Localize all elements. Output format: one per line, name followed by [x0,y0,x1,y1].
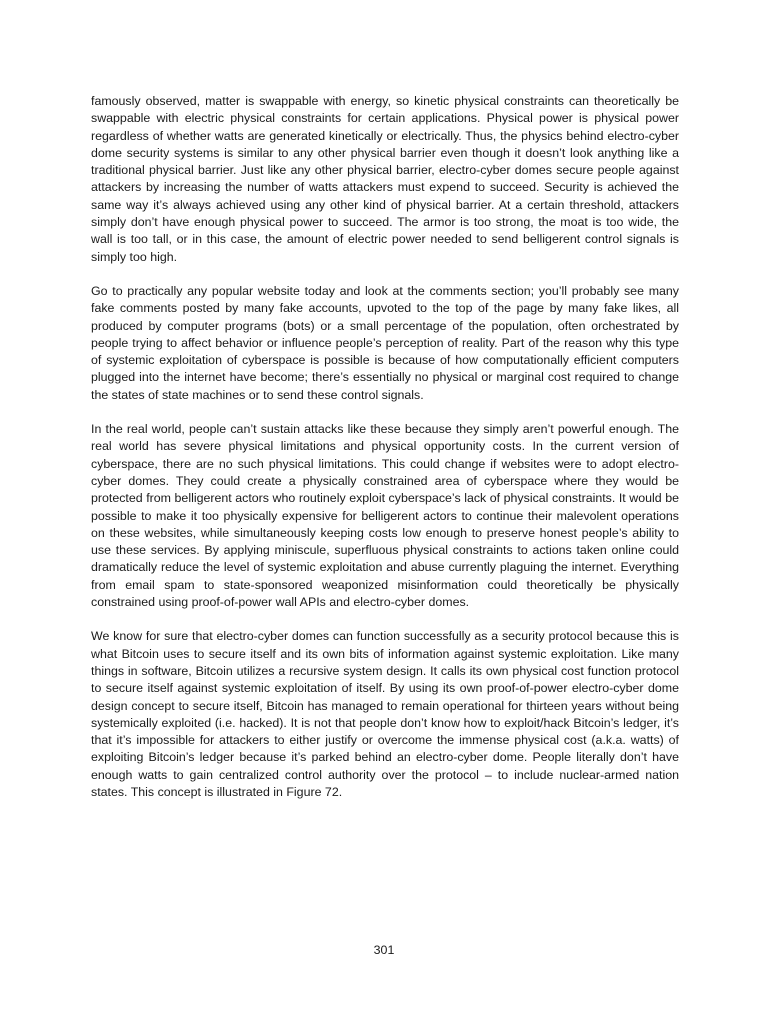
page-number: 301 [373,943,395,957]
paragraph-3: In the real world, people can’t sustain attacks like these because they simply aren’t powerful enough. The real world has severe physical limitations and physical opportunity costs. In the current version of cyberspace, there are no such physical limitations. This could change if websites were to adopt electro-cyber domes. They could create a physically constrained area of cyberspace where they would be protected from belligerent actors who routinely exploit cyberspace’s lack of physical constraints. It would be possible to make it too physically expensive for belligerent actors to continue their malevolent operations on these websites, while simultaneously keeping costs low enough to preserve honest people’s ability to use these services. By applying miniscule, superfluous physical constraints to actions taken online could dramatically reduce the level of systemic exploitation and abuse currently plaguing the internet. Everything from email spam to state-sponsored weaponized misinformation could theoretically be physically constrained using proof-of-power wall APIs and electro-cyber domes. [91,422,679,610]
paragraph-1: famously observed, matter is swappable with energy, so kinetic physical constraints can theoretically be swappable with electric physical constraints for certain applications. Physical power is physical power regardless of whether watts are generated kinetically or electrically. Thus, the physics behind electro-cyber dome security systems is similar to any other physical barrier even though it doesn’t look anything like a traditional physical barrier. Just like any other physical barrier, electro-cyber domes secure people against attackers by increasing the number of watts attackers must expend to succeed. Security is achieved the same way it’s always achieved using any other kind of physical barrier. At a certain threshold, attackers simply don’t have enough physical power to succeed. The armor is too strong, the moat is too wide, the wall is too tall, or in this case, the amount of electric power needed to send belligerent control signals is simply too high. [91,94,679,264]
body-text [91,93,679,818]
paragraph-2: Go to practically any popular website today and look at the comments section; you’ll probably see many fake comments posted by many fake accounts, upvoted to the top of the page by many fake likes, all produced by computer programs (bots) or a small percentage of the population, often orchestrated by people trying to affect behavior or influence people’s perception of reality. Part of the reason why this type of systemic exploitation of cyberspace is possible is because of how computationally efficient computers plugged into the internet have become; there’s essentially no physical or marginal cost required to change the states of state machines or to send these control signals. [91,283,679,402]
paragraph-4: We know for sure that electro-cyber domes can function successfully as a security protocol because this is what Bitcoin uses to secure itself and its own bits of information against systemic exploitation. Like many things in software, Bitcoin utilizes a recursive system design. It calls its own physical cost function protocol to secure itself against systemic exploitation of itself. By using its own proof-of-power electro-cyber dome design concept to secure itself, Bitcoin has managed to remain operational for thirteen years without being systemically exploited (i.e. hacked). It is not that people don’t know how to exploit/hack Bitcoin’s ledger, it’s that it’s impossible for attackers to either justify or overcome the immense physical cost (a.k.a. watts) of exploiting Bitcoin’s ledger because it’s parked behind an electro-cyber dome. People literally don’t have enough watts to gain centralized control authority over the protocol – to include nuclear-armed nation states. This concept is illustrated in Figure 72. [91,629,679,799]
